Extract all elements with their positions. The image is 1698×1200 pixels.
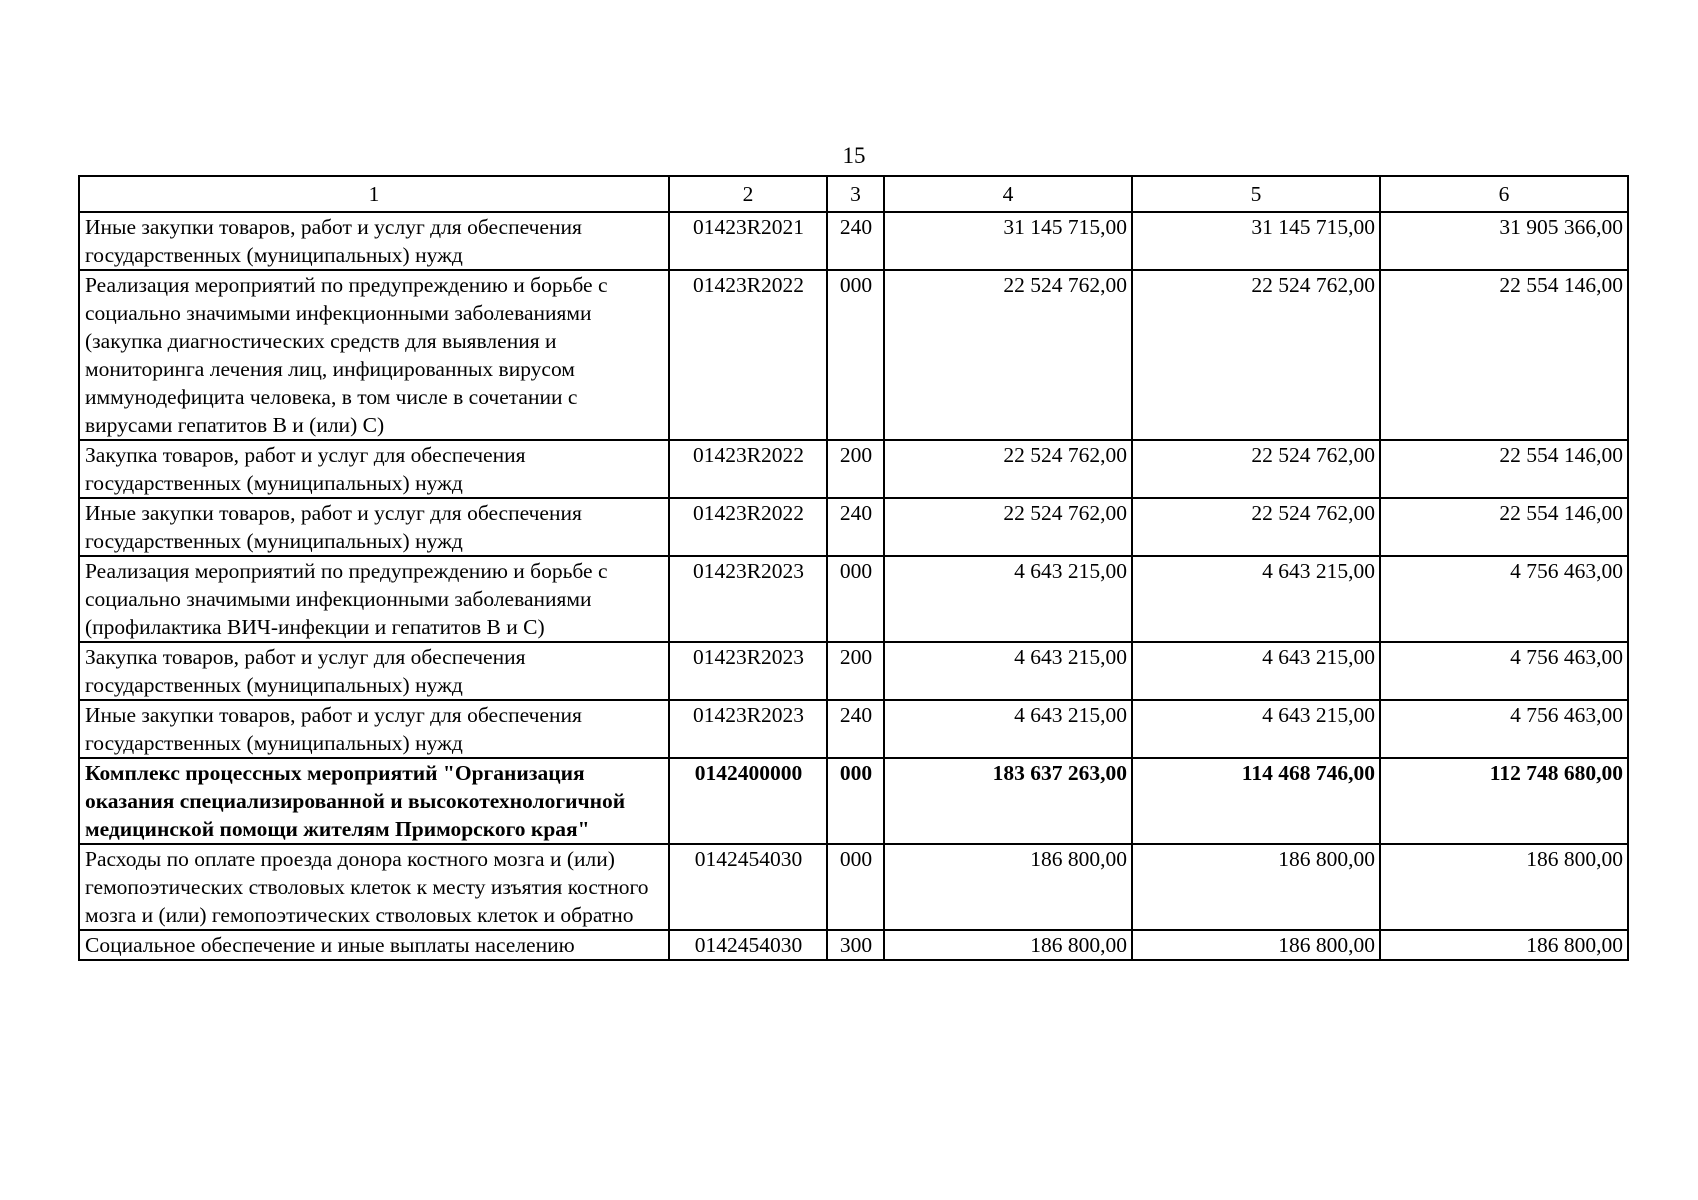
row-amount-col4-cell: 186 800,00 bbox=[884, 930, 1132, 960]
table-row bbox=[79, 642, 1628, 700]
row-amount-col5-cell: 4 643 215,00 bbox=[1132, 642, 1380, 700]
table-row bbox=[79, 212, 1628, 270]
row-code-cell: 0142454030 bbox=[669, 930, 827, 960]
budget-table bbox=[78, 175, 1629, 961]
row-name-cell: Реализация мероприятий по предупреждению и борьбе с социально значимыми инфекционными заболеваниями (профилактика ВИЧ-инфекции и гепатитов В и С) bbox=[79, 556, 669, 642]
row-amount-col4-cell: 22 524 762,00 bbox=[884, 440, 1132, 498]
row-name-cell: Закупка товаров, работ и услуг для обеспечения государственных (муниципальных) нужд bbox=[79, 440, 669, 498]
row-type-cell: 000 bbox=[827, 844, 884, 930]
row-amount-col4-cell: 22 524 762,00 bbox=[884, 498, 1132, 556]
row-code-cell: 0142400000 bbox=[669, 758, 827, 844]
header-cell-4: 4 bbox=[884, 176, 1132, 212]
row-code-cell: 01423R2022 bbox=[669, 440, 827, 498]
row-type-cell: 200 bbox=[827, 642, 884, 700]
row-amount-col5-cell: 22 524 762,00 bbox=[1132, 498, 1380, 556]
header-cell-1: 1 bbox=[79, 176, 669, 212]
table-row bbox=[79, 498, 1628, 556]
row-name-cell: Реализация мероприятий по предупреждению и борьбе с социально значимыми инфекционными заболеваниями (закупка диагностических средств для выявления и мониторинга лечения лиц, инфицированных вирусом иммунодефицита человека, в том числе в сочетании с вирусами гепатитов В и (или) С) bbox=[79, 270, 669, 440]
row-amount-col6-cell: 4 756 463,00 bbox=[1380, 642, 1628, 700]
row-code-cell: 01423R2021 bbox=[669, 212, 827, 270]
row-amount-col6-cell: 22 554 146,00 bbox=[1380, 270, 1628, 440]
row-type-cell: 240 bbox=[827, 212, 884, 270]
row-name-cell: Иные закупки товаров, работ и услуг для обеспечения государственных (муниципальных) нужд bbox=[79, 700, 669, 758]
row-amount-col5-cell: 22 524 762,00 bbox=[1132, 270, 1380, 440]
row-amount-col5-cell: 114 468 746,00 bbox=[1132, 758, 1380, 844]
row-amount-col5-cell: 4 643 215,00 bbox=[1132, 700, 1380, 758]
row-name-cell: Социальное обеспечение и иные выплаты населению bbox=[79, 930, 669, 960]
row-type-cell: 200 bbox=[827, 440, 884, 498]
header-cell-3: 3 bbox=[827, 176, 884, 212]
row-type-cell: 240 bbox=[827, 498, 884, 556]
row-code-cell: 01423R2022 bbox=[669, 270, 827, 440]
row-name-cell: Иные закупки товаров, работ и услуг для обеспечения государственных (муниципальных) нужд bbox=[79, 212, 669, 270]
row-name-cell: Закупка товаров, работ и услуг для обеспечения государственных (муниципальных) нужд bbox=[79, 642, 669, 700]
header-cell-5: 5 bbox=[1132, 176, 1380, 212]
table-body bbox=[79, 176, 1628, 960]
row-code-cell: 01423R2023 bbox=[669, 642, 827, 700]
table-row bbox=[79, 700, 1628, 758]
row-amount-col4-cell: 4 643 215,00 bbox=[884, 556, 1132, 642]
row-name-cell: Расходы по оплате проезда донора костного мозга и (или) гемопоэтических стволовых клеток к месту изъятия костного мозга и (или) гемопоэтических стволовых клеток и обратно bbox=[79, 844, 669, 930]
table-row bbox=[79, 930, 1628, 960]
row-amount-col6-cell: 4 756 463,00 bbox=[1380, 700, 1628, 758]
row-amount-col5-cell: 31 145 715,00 bbox=[1132, 212, 1380, 270]
header-cell-2: 2 bbox=[669, 176, 827, 212]
row-amount-col6-cell: 186 800,00 bbox=[1380, 844, 1628, 930]
table-row bbox=[79, 758, 1628, 844]
row-code-cell: 01423R2023 bbox=[669, 556, 827, 642]
row-amount-col4-cell: 186 800,00 bbox=[884, 844, 1132, 930]
row-amount-col5-cell: 4 643 215,00 bbox=[1132, 556, 1380, 642]
table-row bbox=[79, 270, 1628, 440]
table-row bbox=[79, 556, 1628, 642]
row-amount-col4-cell: 183 637 263,00 bbox=[884, 758, 1132, 844]
header-cell-6: 6 bbox=[1380, 176, 1628, 212]
row-amount-col6-cell: 22 554 146,00 bbox=[1380, 440, 1628, 498]
row-amount-col6-cell: 22 554 146,00 bbox=[1380, 498, 1628, 556]
row-type-cell: 240 bbox=[827, 700, 884, 758]
row-amount-col5-cell: 186 800,00 bbox=[1132, 930, 1380, 960]
row-amount-col4-cell: 31 145 715,00 bbox=[884, 212, 1132, 270]
header-row bbox=[79, 176, 1628, 212]
row-type-cell: 000 bbox=[827, 270, 884, 440]
table-row bbox=[79, 440, 1628, 498]
row-amount-col6-cell: 112 748 680,00 bbox=[1380, 758, 1628, 844]
row-amount-col6-cell: 31 905 366,00 bbox=[1380, 212, 1628, 270]
row-amount-col4-cell: 4 643 215,00 bbox=[884, 700, 1132, 758]
page-number: 15 bbox=[842, 143, 866, 168]
row-code-cell: 01423R2023 bbox=[669, 700, 827, 758]
row-amount-col4-cell: 22 524 762,00 bbox=[884, 270, 1132, 440]
row-amount-col6-cell: 186 800,00 bbox=[1380, 930, 1628, 960]
row-name-cell: Иные закупки товаров, работ и услуг для обеспечения государственных (муниципальных) нужд bbox=[79, 498, 669, 556]
row-amount-col5-cell: 186 800,00 bbox=[1132, 844, 1380, 930]
table-row bbox=[79, 844, 1628, 930]
row-amount-col4-cell: 4 643 215,00 bbox=[884, 642, 1132, 700]
row-type-cell: 000 bbox=[827, 556, 884, 642]
row-type-cell: 000 bbox=[827, 758, 884, 844]
row-name-cell: Комплекс процессных мероприятий "Организация оказания специализированной и высокотехнологичной медицинской помощи жителям Приморского края" bbox=[79, 758, 669, 844]
row-amount-col6-cell: 4 756 463,00 bbox=[1380, 556, 1628, 642]
row-code-cell: 0142454030 bbox=[669, 844, 827, 930]
row-code-cell: 01423R2022 bbox=[669, 498, 827, 556]
row-type-cell: 300 bbox=[827, 930, 884, 960]
row-amount-col5-cell: 22 524 762,00 bbox=[1132, 440, 1380, 498]
